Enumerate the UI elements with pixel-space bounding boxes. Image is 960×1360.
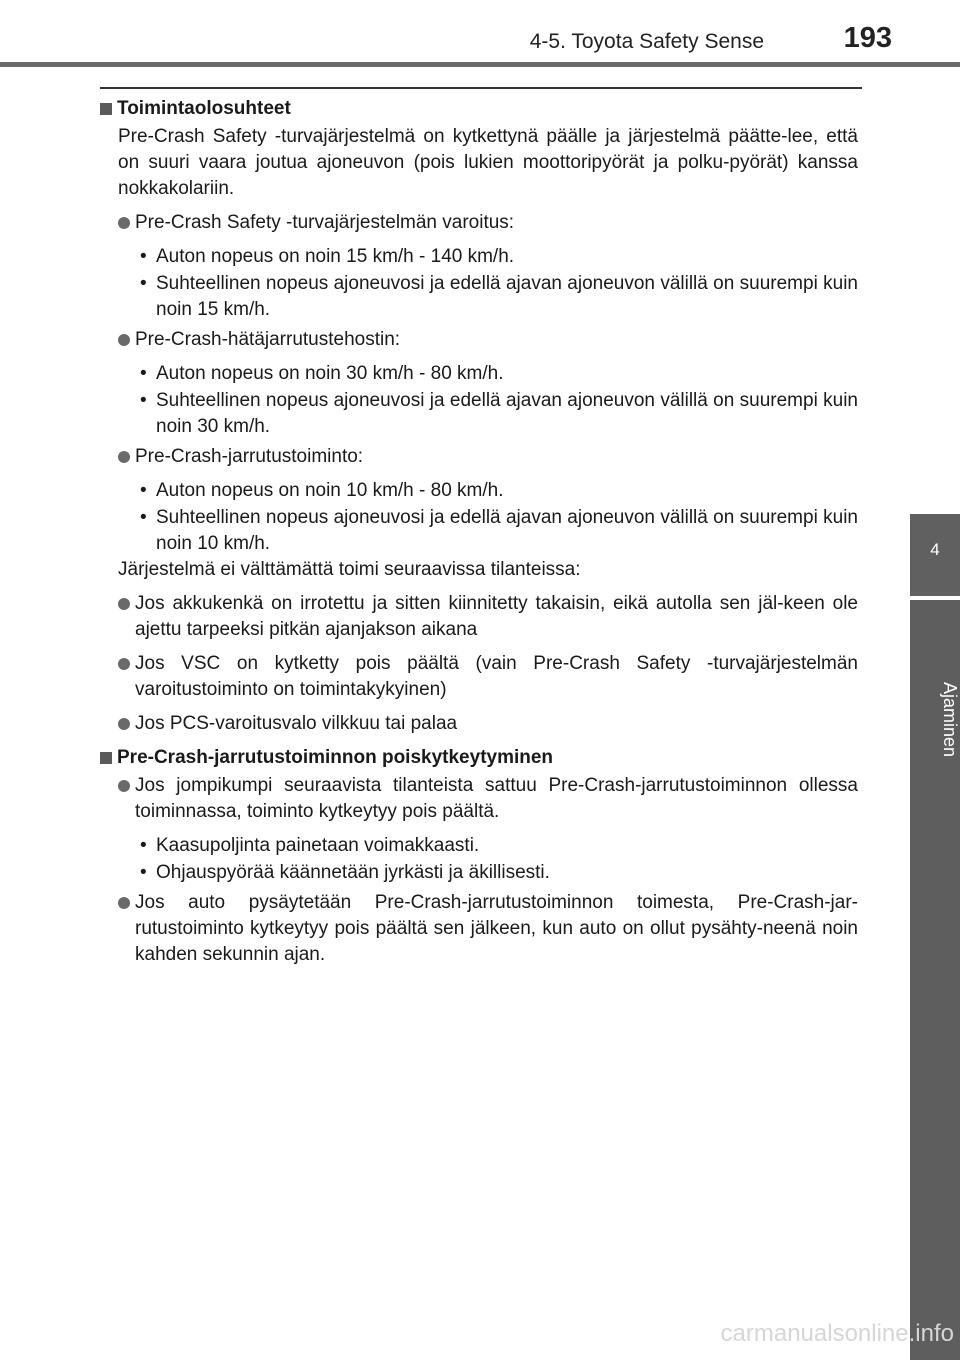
chapter-strip (910, 600, 960, 1360)
content-top-rule (100, 87, 862, 89)
chapter-label: Ajaminen (940, 682, 960, 758)
dot-bullet-icon: • (140, 507, 147, 528)
bullet-vsc: Jos VSC on kytketty pois päältä (vain Pre-Crash Safety -turvajärjestelmän varoitustoiminto on toimintakykyinen) (98, 651, 858, 703)
header-divider (0, 62, 960, 67)
list-item: • Suhteellinen nopeus ajoneuvosi ja edellä ajavan ajoneuvon välillä on suurempi kuin noin 10 km/h. (140, 507, 858, 554)
circle-bullet-icon (118, 598, 130, 610)
chapter-number: 4 (930, 540, 940, 559)
section-intro: Pre-Crash Safety -turvajärjestelmä on kytkettynä päälle ja järjestelmä päätte-lee, että on suuri vaara joutua ajoneuvon (pois lukien moottoripyörät ja polku-pyörät) kanssa nokkakolariin. (118, 126, 858, 199)
bullet-battery: Jos akkukenkä on irrotettu ja sitten kiinnitetty takaisin, eikä autolla sen jäl-keen ole ajettu tarpeeksi pitkän ajanjakson aikana (98, 591, 858, 643)
circle-bullet-icon (118, 334, 130, 346)
site-watermark: carmanualsonline.info (720, 1320, 954, 1347)
page-number: 193 (843, 22, 892, 54)
dash-list-cancel (98, 833, 858, 886)
square-bullet-icon (100, 752, 112, 764)
chapter-tab (910, 514, 960, 596)
section-title-operating-conditions: Toimintaolosuhteet (98, 96, 858, 122)
bullet-brake-assist: Pre-Crash-hätäjarrutustehostin: (98, 327, 858, 353)
circle-bullet-icon (118, 780, 130, 792)
circle-bullet-icon (118, 658, 130, 670)
bullet-cancel-conditions: Jos jompikumpi seuraavista tilanteista sattuu Pre-Crash-jarrutustoiminnon ollessa toiminnassa, toiminto kytkeytyy pois päältä. (98, 773, 858, 825)
bullet-cancel-stop: Jos auto pysäytetään Pre-Crash-jarrutustoiminnon toimesta, Pre-Crash-jar-rutustoiminto kytkeytyy pois päältä sen jälkeen, kun auto on ollut pysähty-neenä noin kahden sekunnin ajan. (98, 890, 858, 968)
dash-list-braking-function (98, 478, 858, 557)
dot-bullet-icon: • (140, 363, 147, 384)
dash-list-warning (98, 244, 858, 323)
dot-bullet-icon: • (140, 862, 147, 883)
circle-bullet-icon (118, 897, 130, 909)
page-content (98, 96, 858, 976)
bullet-warning: Pre-Crash Safety -turvajärjestelmän varoitus: (98, 210, 858, 236)
circle-bullet-icon (118, 217, 130, 229)
circle-bullet-icon (118, 718, 130, 730)
section-title-cancellation: Pre-Crash-jarrutustoiminnon poiskytkeytyminen (98, 745, 858, 771)
list-item: • Auton nopeus on noin 15 km/h - 140 km/h. (98, 244, 858, 270)
page-header (0, 0, 960, 70)
bullet-pcs-light: Jos PCS-varoitusvalo vilkkuu tai palaa (98, 711, 858, 737)
list-item: • Suhteellinen nopeus ajoneuvosi ja edellä ajavan ajoneuvon välillä on suurempi kuin noin 30 km/h. (140, 390, 858, 437)
dot-bullet-icon: • (140, 273, 147, 294)
dash-list-brake-assist (98, 361, 858, 440)
square-bullet-icon (100, 103, 112, 115)
list-item: • Auton nopeus on noin 30 km/h - 80 km/h. (98, 361, 858, 387)
circle-bullet-icon (118, 451, 130, 463)
list-item: • Ohjauspyörää käännetään jyrkästi ja äkillisesti. (98, 860, 858, 886)
bullet-braking-function: Pre-Crash-jarrutustoiminto: (98, 444, 858, 470)
list-item: • Kaasupoljinta painetaan voimakkaasti. (98, 833, 858, 859)
note-text: Järjestelmä ei välttämättä toimi seuraavissa tilanteissa: (118, 559, 581, 580)
dot-bullet-icon: • (140, 835, 147, 856)
dot-bullet-icon: • (140, 480, 147, 501)
dot-bullet-icon: • (140, 390, 147, 411)
header-section-title: 4-5. Toyota Safety Sense (529, 30, 764, 53)
list-item: • Suhteellinen nopeus ajoneuvosi ja edellä ajavan ajoneuvon välillä on suurempi kuin noin 15 km/h. (140, 273, 858, 320)
list-item: • Auton nopeus on noin 10 km/h - 80 km/h. (98, 478, 858, 504)
dot-bullet-icon: • (140, 246, 147, 267)
